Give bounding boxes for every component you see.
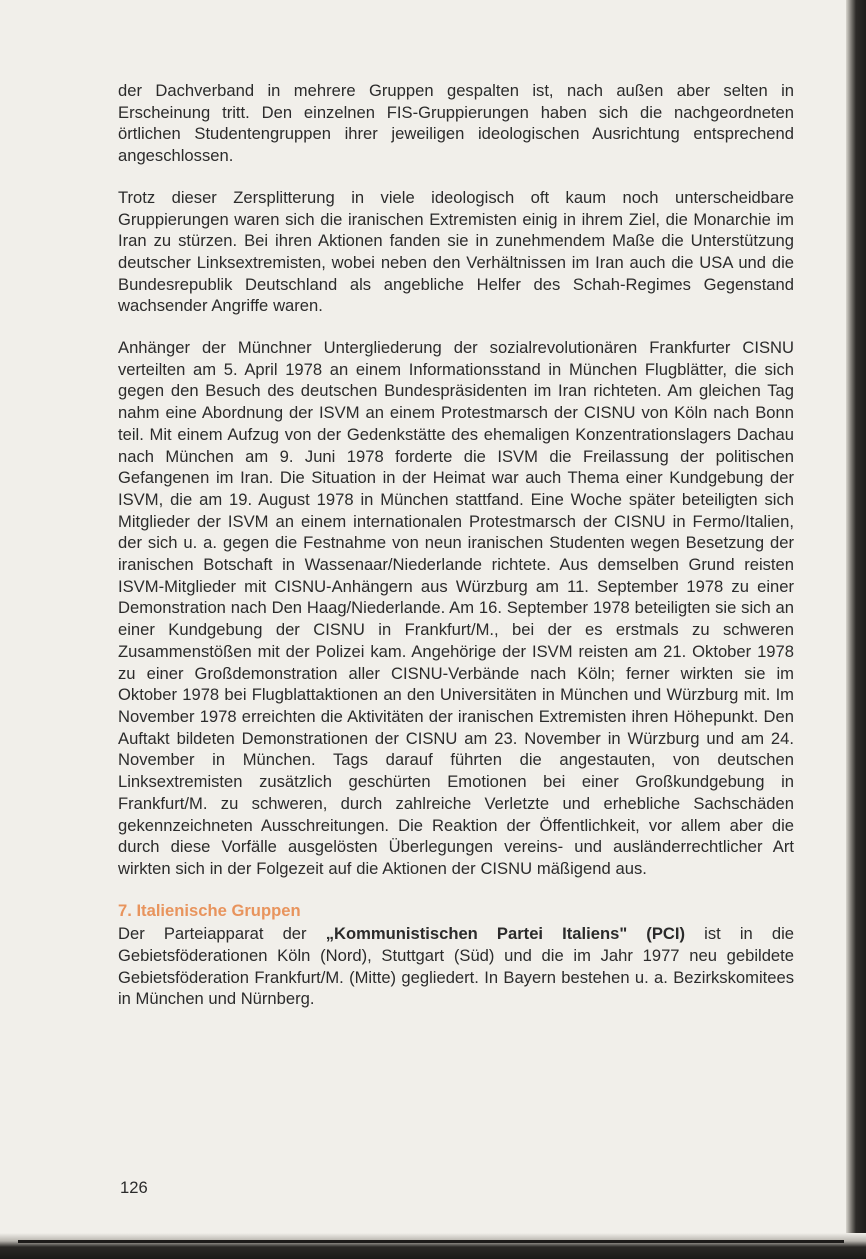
section-text-before: Der Parteiapparat der — [118, 924, 326, 944]
scan-right-edge — [846, 0, 866, 1259]
section-paragraph — [118, 923, 794, 1010]
page-number: 126 — [120, 1178, 148, 1197]
scan-bottom-stripe — [18, 1240, 844, 1243]
section-bold-party-name: „Kommunistischen Partei Italiens" (PCI) — [325, 924, 686, 944]
section-heading: 7. Italienische Gruppen — [118, 900, 301, 920]
paragraph-1: der Dachverband in mehrere Gruppen gespalten ist, nach außen aber selten in Erscheinung tritt. Den einzelnen FIS-Gruppierungen haben sich die nachgeordneten örtlichen Studentengruppen ihrer jeweiligen ideologischen Ausrichtung entsprechend angeschlossen. — [118, 81, 794, 166]
text-column — [118, 80, 794, 1010]
scan-bottom-edge — [0, 1233, 866, 1259]
paragraph-3: Anhänger der Münchner Untergliederung der sozialrevolutionären Frankfurter CISNU verteilten am 5. April 1978 an einem Informationsstand in München Flugblätter, die sich gegen den Besuch des deutschen Bundespräsidenten im Iran richteten. Am gleichen Tag nahm eine Abordnung der ISVM an einem Protestmarsch der CISNU von Köln nach Bonn teil. Mit einem Aufzug von der Gedenkstätte des ehemaligen Konzentrationslagers Dachau nach München am 9. Juni 1978 forderte die ISVM die Freilassung der politischen Gefangenen im Iran. Die Situation in der Heimat war auch Thema einer Kundgebung der ISVM, die am 19. August 1978 in München stattfand. Eine Woche später beteiligten sich Mitglieder der ISVM an einem internationalen Protestmarsch der CISNU in Fermo/Italien, der sich u. a. gegen die Festnahme von neun iranischen Studenten wegen Besetzung der iranischen Botschaft in Wassenaar/Niederlande richtete. Aus demselben Grund reisten ISVM-Mitglieder mit CISNU-Anhängern aus Würzburg am 11. September 1978 zu einer Demonstration nach Den Haag/Niederlande. Am 16. September 1978 beteiligten sie sich an einer Kundgebung der CISNU in Frankfurt/M., bei der es erstmals zu schweren Zusammenstößen mit der Polizei kam. Angehörige der ISVM reisten am 21. Oktober 1978 zu einer Großdemonstration aller CISNU-Verbände nach Köln; ferner wirkten sie im Oktober 1978 bei Flugblattaktionen an den Universitäten in München und Würzburg mit. Im November 1978 erreichten die Aktivitäten der iranischen Extremisten ihren Höhepunkt. Den Auftakt bildeten Demonstrationen der CISNU am 23. November in Würzburg und am 24. November in München. Tags darauf führten die angestauten, von deutschen Linksextremisten zusätzlich geschürten Emotionen bei einer Großkundgebung in Frankfurt/M. zu schweren, durch zahlreiche Verletzte und erhebliche Sachschäden gekennzeichneten Ausschreitungen. Die Reaktion der Öffentlichkeit, vor allem aber die durch diese Vorfälle ausgelösten Überlegungen vereins- und ausländerrechtlicher Art wirkten sich in der Folgezeit auf die Aktionen der CISNU mäßigend aus. — [118, 338, 794, 878]
section-text-after: ist in die Gebietsföderationen Köln (Nord), Stuttgart (Süd) und die im Jahr 1977 neu gebildete Gebietsföderation Frankfurt/M. (Mitte) gegliedert. In Bayern bestehen u. a. Bezirkskomitees in München und Nürnberg. — [118, 924, 795, 1009]
paragraph-2: Trotz dieser Zersplitterung in viele ideologisch oft kaum noch unterscheidbare Gruppierungen waren sich die iranischen Extremisten einig in ihrem Ziel, die Monarchie im Iran zu stürzen. Bei ihren Aktionen fanden sie in zunehmendem Maße die Unterstützung deutscher Linksextremisten, wobei neben den Verhältnissen im Iran auch die USA und die Bundesrepublik Deutschland als angebliche Helfer des Schah-Regimes Gegenstand wachsender Angriffe waren. — [118, 187, 794, 316]
